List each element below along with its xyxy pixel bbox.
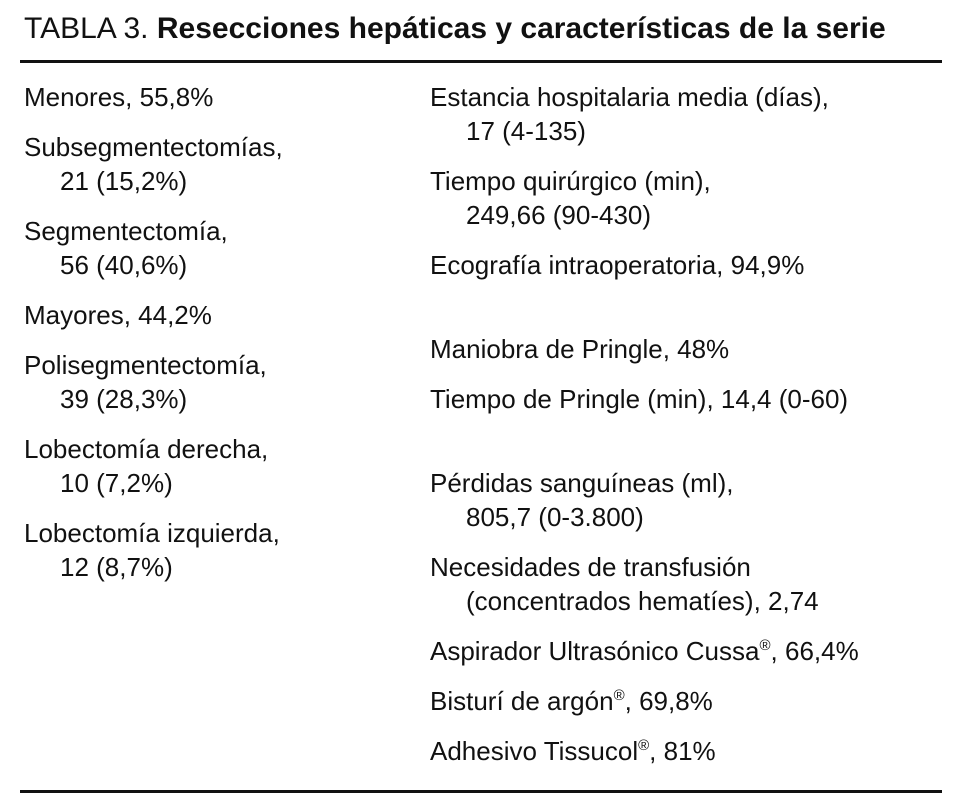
item-line2-spacer [430, 282, 950, 316]
bottom-rule [20, 790, 942, 793]
item-line1: Maniobra de Pringle, 48% [430, 334, 730, 364]
list-item [24, 214, 404, 282]
item-line1: Segmentectomía, [24, 216, 228, 246]
table-number: TABLA 3. [24, 12, 149, 45]
list-item [24, 130, 404, 198]
list-item [430, 248, 950, 316]
item-line2-spacer [430, 416, 950, 450]
item-text: Adhesivo Tissucol [430, 736, 639, 766]
item-text: Aspirador Ultrasónico Cussa [430, 636, 760, 666]
item-value: , 81% [649, 736, 716, 766]
list-item [430, 382, 950, 450]
item-line1 [430, 634, 950, 668]
left-column [24, 80, 404, 600]
item-line2: 10 (7,2%) [60, 468, 173, 498]
list-item [24, 516, 404, 584]
item-line2: 12 (8,7%) [60, 552, 173, 582]
list-item [24, 80, 404, 114]
item-line1: Tiempo de Pringle (min), 14,4 (0-60) [430, 384, 849, 414]
item-line2: (concentrados hematíes), 2,74 [466, 586, 819, 616]
list-item [430, 684, 950, 718]
item-line1: Ecografía intraoperatoria, 94,9% [430, 250, 805, 280]
item-text: Bisturí de argón [430, 686, 614, 716]
item-line1: Lobectomía izquierda, [24, 518, 280, 548]
item-line1: Tiempo quirúrgico (min), [430, 166, 711, 196]
item-value: , 69,8% [624, 686, 713, 716]
item-line2: 56 (40,6%) [60, 250, 188, 280]
right-column [430, 80, 950, 784]
item-line2: 39 (28,3%) [60, 384, 188, 414]
item-line1: Estancia hospitalaria media (días), [430, 82, 829, 112]
item-line1: Pérdidas sanguíneas (ml), [430, 468, 734, 498]
list-item [430, 80, 950, 148]
item-line1: Lobectomía derecha, [24, 434, 269, 464]
item-line2: 17 (4-135) [466, 116, 586, 146]
registered-mark: ® [759, 637, 771, 654]
list-item [430, 466, 950, 534]
list-item [24, 298, 404, 332]
item-line1: Mayores, 44,2% [24, 300, 212, 330]
item-line1: Subsegmentectomías, [24, 132, 283, 162]
list-item [430, 634, 950, 668]
table-title [24, 10, 886, 48]
item-line1 [430, 734, 950, 768]
list-item [430, 734, 950, 768]
list-item [430, 332, 950, 366]
item-line2: 249,66 (90-430) [466, 200, 652, 230]
list-item [24, 348, 404, 416]
item-line1: Menores, 55,8% [24, 82, 214, 112]
list-item [24, 432, 404, 500]
registered-mark: ® [638, 737, 650, 754]
top-rule [20, 60, 942, 63]
registered-mark: ® [613, 687, 625, 704]
list-item [430, 550, 950, 618]
item-line1 [430, 684, 950, 718]
item-line2: 21 (15,2%) [60, 166, 188, 196]
item-line2: 805,7 (0-3.800) [466, 502, 644, 532]
item-value: , 66,4% [770, 636, 859, 666]
item-line1: Polisegmentectomía, [24, 350, 267, 380]
list-item [430, 164, 950, 232]
table-caption: Resecciones hepáticas y características de la serie [156, 12, 886, 45]
item-line1: Necesidades de transfusión [430, 552, 751, 582]
